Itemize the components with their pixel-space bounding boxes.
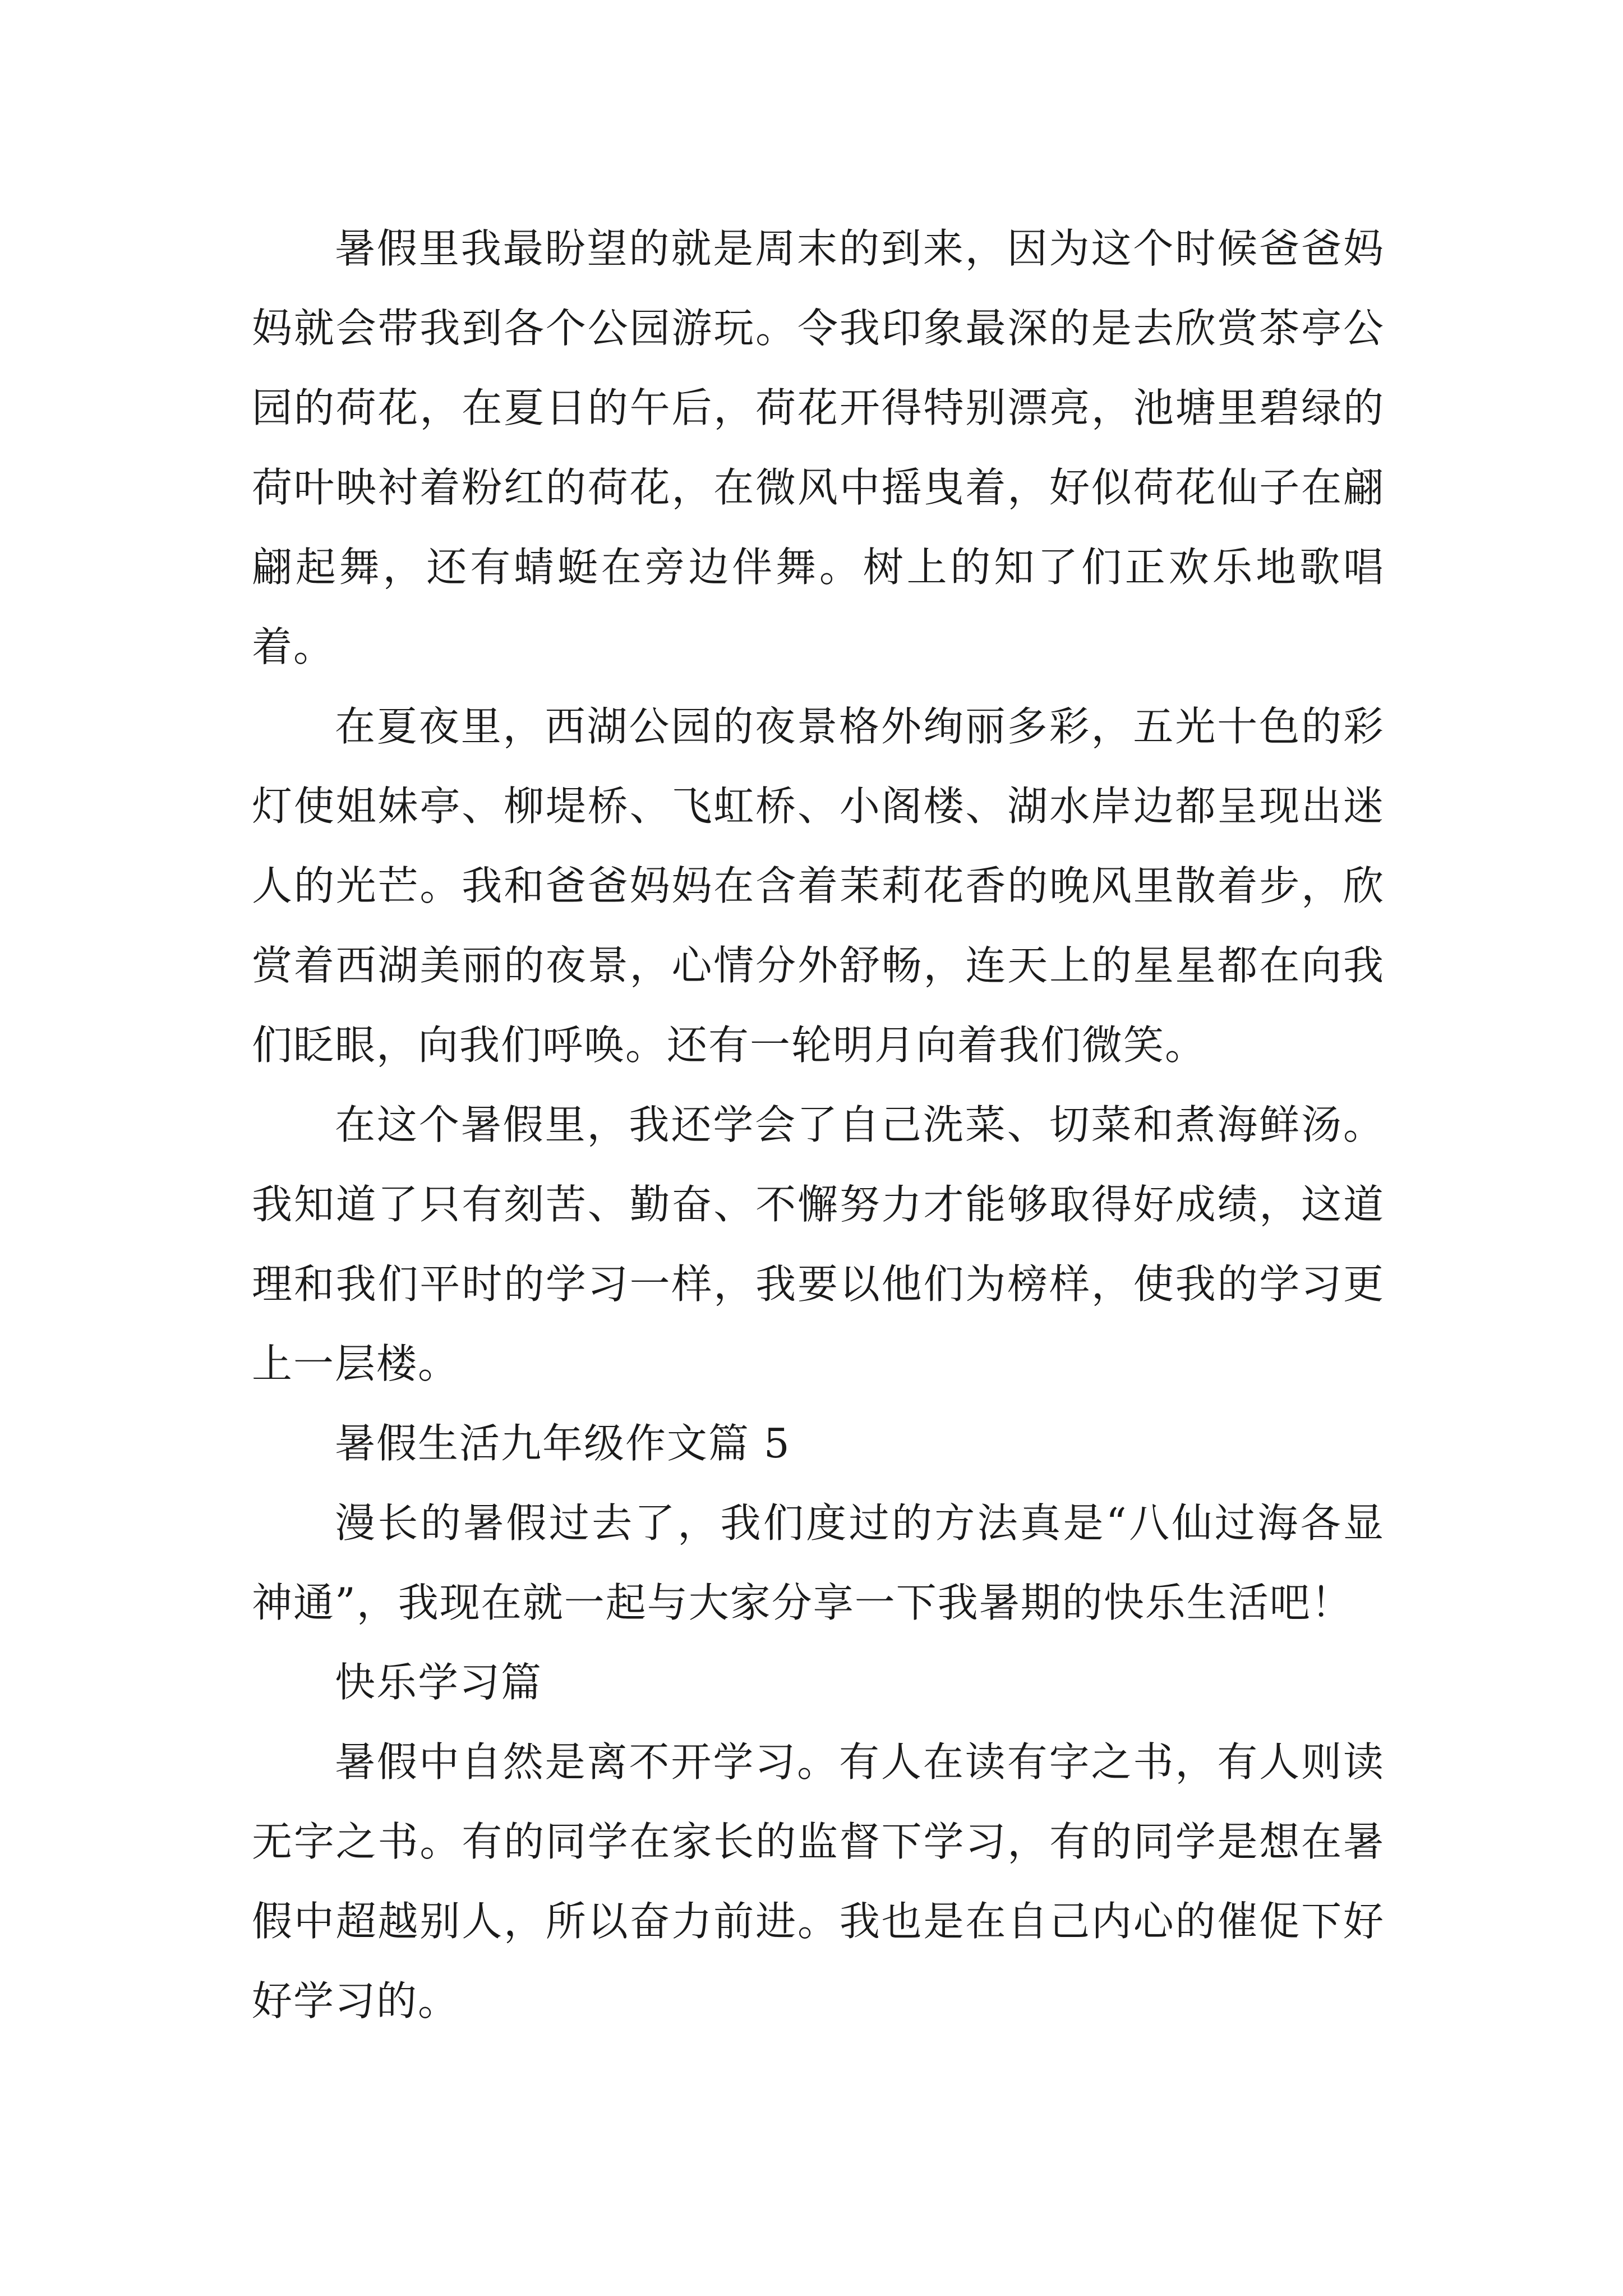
subheading-happy-study: 快乐学习篇 [335,1659,543,1706]
paragraph-cooking-lesson: 在这个暑假里，我还学会了自己洗菜、切菜和煮海鲜汤。我知道了只有刻苦、勤奋、不懈努力才能够取得好成绩，这道理和我们平时的学习一样，我要以他们为榜样，使我的学习更上一层楼。 [252,1101,1385,1387]
document-body [252,209,1385,2041]
paragraph-essay-intro: 漫长的暑假过去了，我们度过的方法真是“八仙过海各显神通”，我现在就一起与大家分享一下我暑期的快乐生活吧！ [252,1499,1385,1626]
paragraph-west-lake-night: 在夏夜里，西湖公园的夜景格外绚丽多彩，五光十色的彩灯使姐妹亭、柳堤桥、飞虹桥、小阁楼、湖水岸边都呈现出迷人的光芒。我和爸爸妈妈在含着茉莉花香的晚风里散着步，欣赏着西湖美丽的夜景，心情分外舒畅，连天上的星星都在向我们眨眼，向我们呼唤。还有一轮明月向着我们微笑。 [252,703,1385,1069]
section-title-essay-5: 暑假生活九年级作文篇 5 [335,1420,791,1467]
paragraph-study: 暑假中自然是离不开学习。有人在读有字之书，有人则读无字之书。有的同学在家长的监督下学习，有的同学是想在暑假中超越别人，所以奋力前进。我也是在自己内心的催促下好好学习的。 [252,1738,1385,2024]
paragraph-weekend-parks: 暑假里我最盼望的就是周末的到来，因为这个时候爸爸妈妈就会带我到各个公园游玩。令我印象最深的是去欣赏茶亭公园的荷花，在夏日的午后，荷花开得特别漂亮，池塘里碧绿的荷叶映衬着粉红的荷花，在微风中摇曳着，好似荷花仙子在翩翩起舞，还有蜻蜓在旁边伴舞。树上的知了们正欢乐地歌唱着。 [252,225,1385,670]
